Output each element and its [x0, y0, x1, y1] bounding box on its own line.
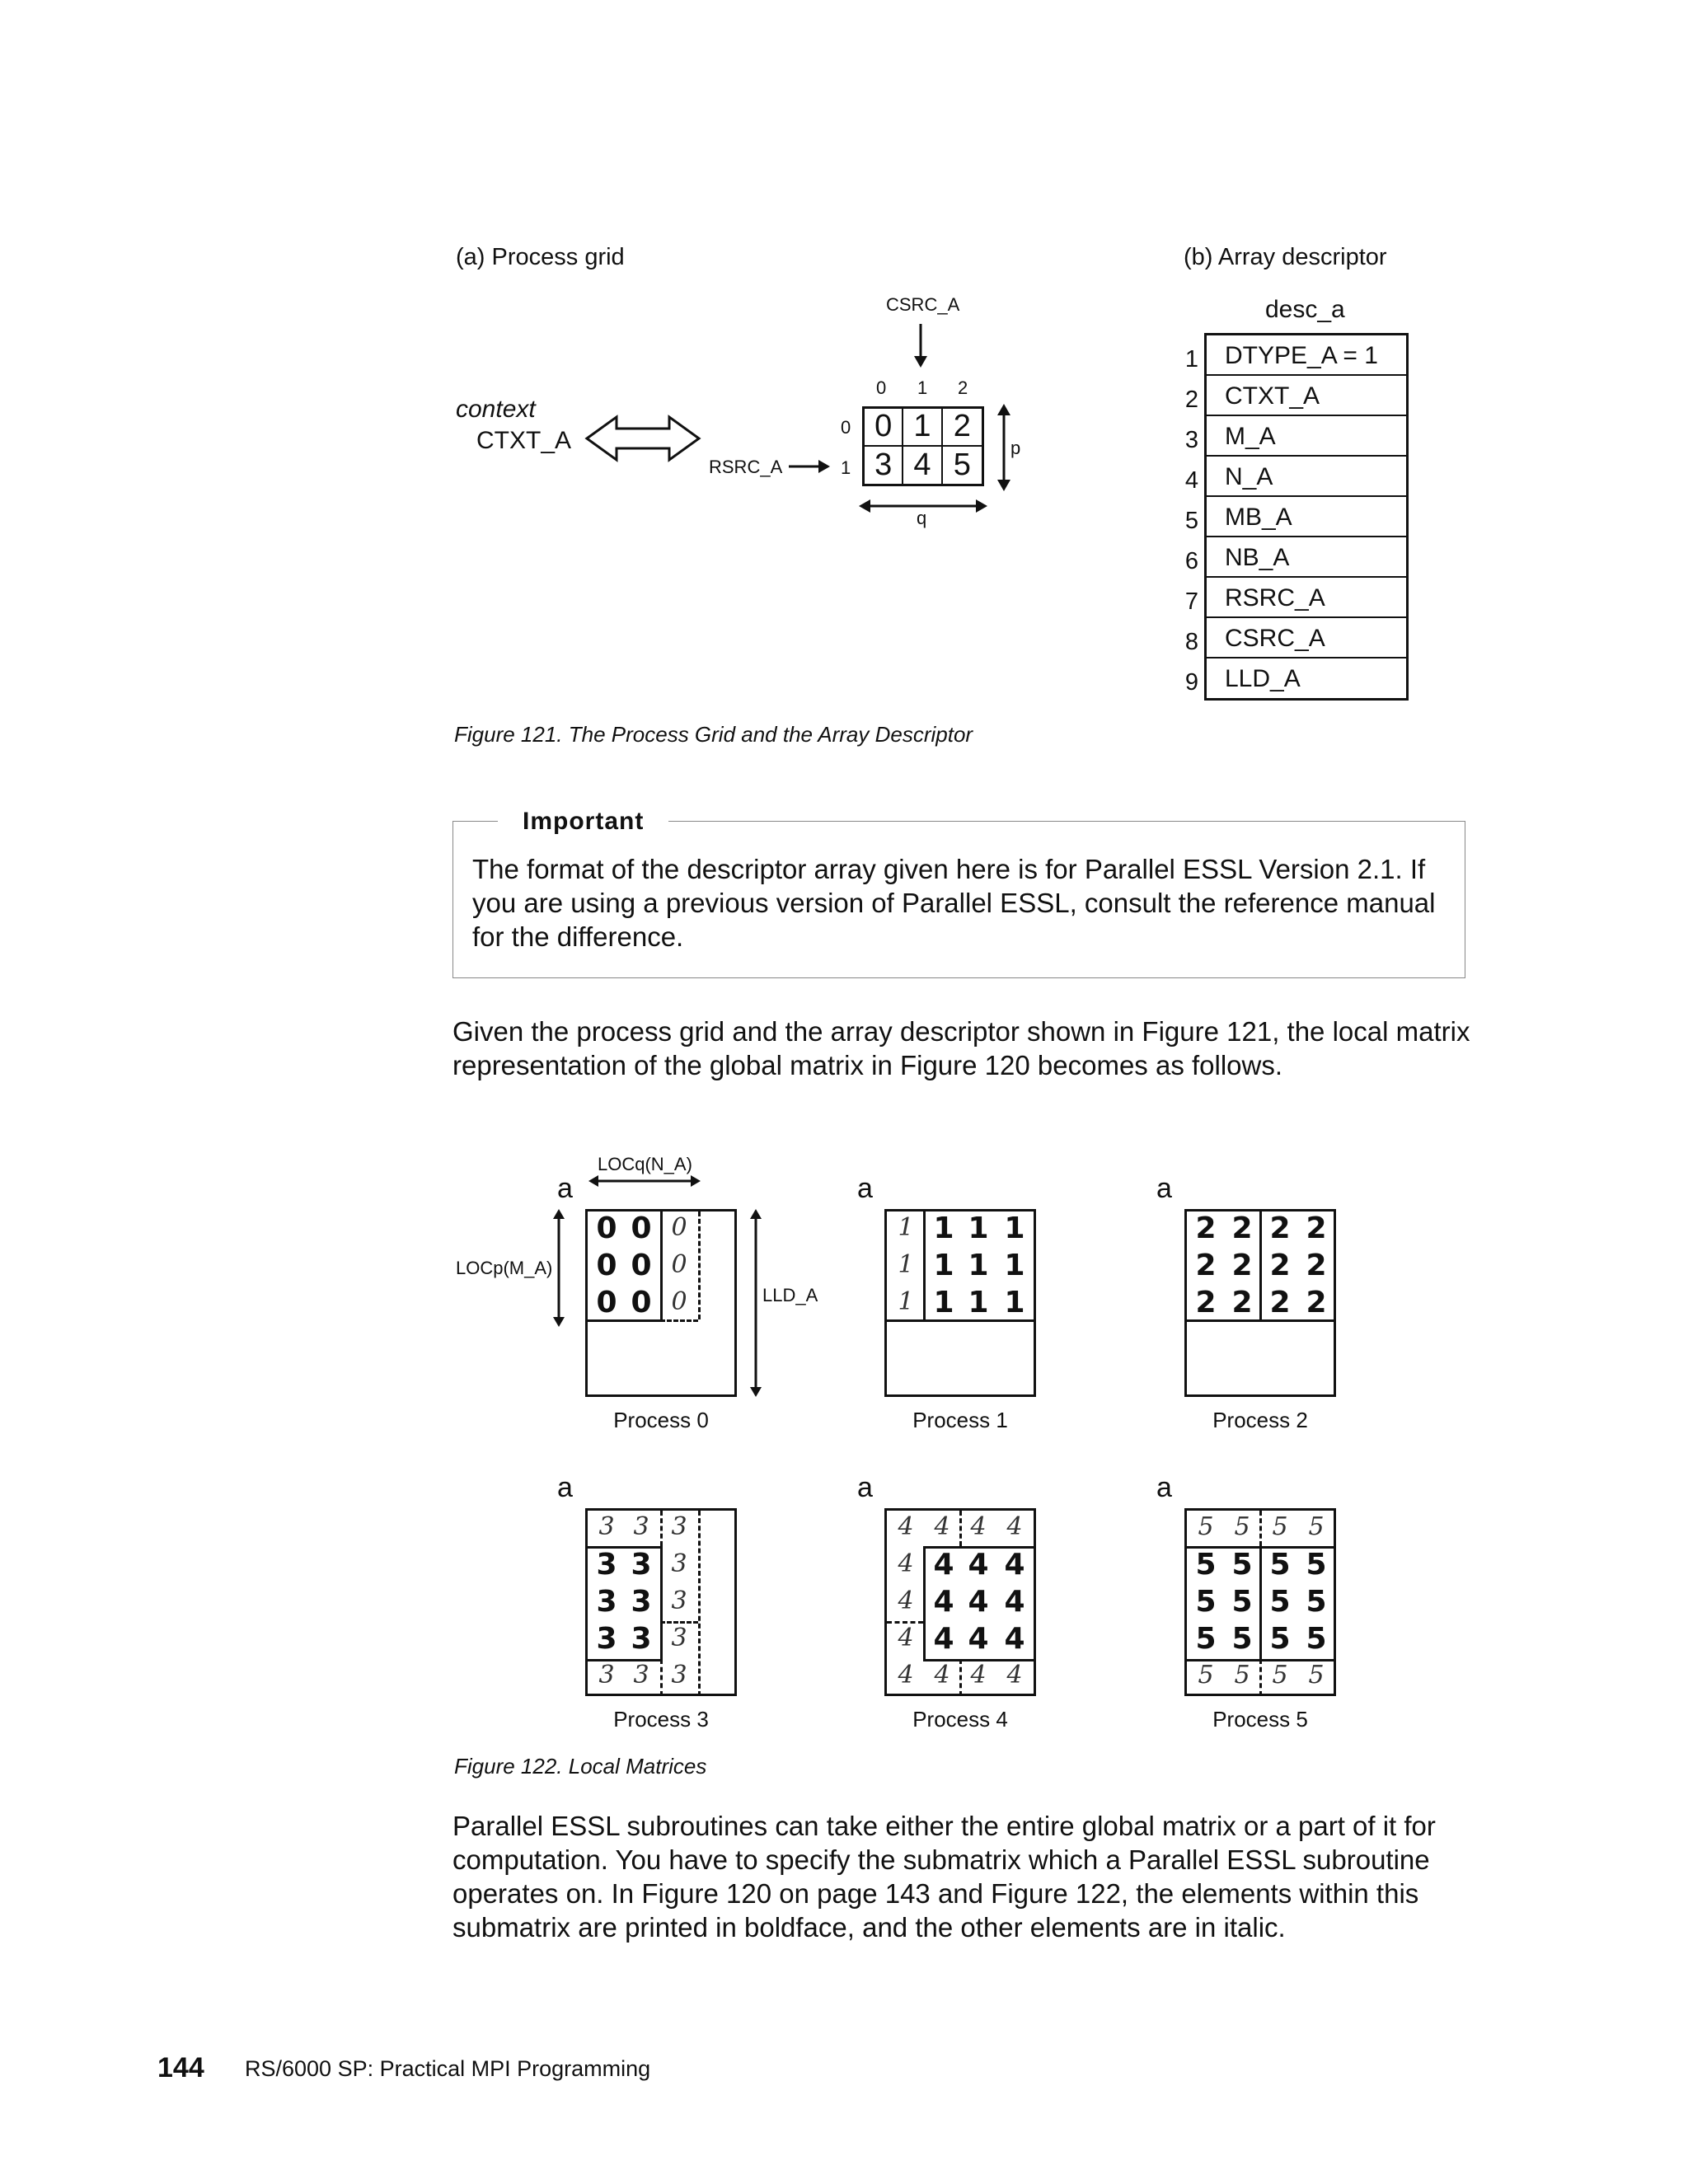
grid-cell: 3	[865, 447, 903, 485]
row-index-1: 1	[841, 457, 851, 478]
descriptor-table	[1204, 333, 1409, 701]
process-2-matrix: 2 2 2 2 2 2 2 2 2 2 2 2	[1184, 1209, 1336, 1397]
rsrc-label: RSRC_A	[709, 457, 783, 477]
grid-cell: 4	[903, 447, 942, 485]
grid-cell: 1	[903, 409, 942, 447]
matrix-a-label: a	[857, 1472, 873, 1503]
array-descriptor-title: (b) Array descriptor	[1184, 244, 1387, 270]
descriptor-row: MB_A	[1207, 497, 1406, 537]
grid-cell: 5	[953, 447, 971, 482]
locp-arrow-top-icon	[553, 1209, 565, 1219]
paragraph-1: Given the process grid and the array descriptor shown in Figure 121, the local matrix representation of the global matrix in Figure 120 becomes as follows.	[452, 1016, 1470, 1080]
grid-cell: 2	[943, 409, 982, 447]
process-0-label: Process 0	[613, 1408, 709, 1432]
figure122-caption: Figure 122. Local Matrices	[454, 1754, 707, 1779]
csrc-arrowhead-icon	[914, 356, 927, 368]
figure122-arrows	[0, 1154, 1688, 1418]
row-index-0: 0	[841, 417, 851, 438]
page-number: 144	[157, 2052, 204, 2083]
process-5-matrix: 5 5 5 5 5 5 5 5 5 5 5 5 5 5 5 5 5 5 5 5	[1184, 1508, 1336, 1696]
matrix-a-label: a	[557, 1472, 573, 1503]
context-label: context	[456, 396, 536, 423]
descriptor-index: 6	[1184, 548, 1199, 574]
important-title: Important	[498, 808, 668, 836]
process-0-matrix: 0 0 0 0 0 0 0 0 0	[585, 1209, 737, 1397]
matrix-a-label: a	[1156, 1173, 1172, 1204]
grid-cell: 0	[865, 409, 903, 447]
lld-arrow-bottom-icon	[750, 1387, 762, 1397]
descriptor-row: CSRC_A	[1207, 618, 1406, 658]
locq-label: LOCq(N_A)	[598, 1154, 692, 1174]
p-arrowhead-top-icon	[997, 404, 1010, 415]
locp-arrow-bottom-icon	[553, 1317, 565, 1327]
descriptor-row: N_A	[1207, 457, 1406, 497]
important-text: The format of the descriptor array given here is for Parallel ESSL Version 2.1. If you are using a previous version of Parallel ESSL, consult the reference manual for the difference.	[472, 854, 1436, 952]
csrc-label: CSRC_A	[886, 294, 960, 315]
double-arrow-icon	[587, 417, 699, 460]
locp-label: LOCp(M_A)	[456, 1258, 553, 1278]
col-index-1: 1	[917, 377, 928, 398]
descriptor-index: 4	[1184, 467, 1199, 494]
descriptor-row: CTXT_A	[1207, 376, 1406, 416]
q-arrowhead-left-icon	[859, 499, 870, 513]
descriptor-row: RSRC_A	[1207, 578, 1406, 618]
matrix-a-label: a	[857, 1173, 873, 1204]
process-4-label: Process 4	[912, 1707, 1008, 1732]
figure121-caption: Figure 121. The Process Grid and the Array Descriptor	[454, 722, 973, 747]
q-label: q	[917, 508, 927, 528]
q-arrowhead-right-icon	[976, 499, 987, 513]
p-label: p	[1010, 438, 1021, 458]
process-2-label: Process 2	[1212, 1408, 1308, 1432]
process-3-label: Process 3	[613, 1707, 709, 1732]
desc-title: desc_a	[1265, 296, 1345, 323]
descriptor-index: 8	[1184, 629, 1199, 655]
locq-arrow-left-icon	[588, 1175, 598, 1187]
descriptor-index: 3	[1184, 427, 1199, 453]
book-title: RS/6000 SP: Practical MPI Programming	[245, 2056, 651, 2081]
process-4-matrix: 4 4 4 4 4 4 4 4 4 4 4 4 4 4 4 4 4 4 4 4	[884, 1508, 1036, 1696]
descriptor-row: DTYPE_A = 1	[1207, 335, 1406, 376]
process-3-matrix: 3 3 3 3 3 3 3 3 3 3 3 3 3 3 3	[585, 1508, 737, 1696]
lld-arrow-top-icon	[750, 1209, 762, 1219]
descriptor-index: 1	[1184, 346, 1199, 373]
ctxt-label: CTXT_A	[476, 427, 572, 454]
matrix-a-label: a	[1156, 1472, 1172, 1503]
matrix-a-label: a	[557, 1173, 573, 1204]
lld-label: LLD_A	[762, 1285, 818, 1305]
descriptor-index: 5	[1184, 508, 1199, 534]
descriptor-index: 7	[1184, 588, 1199, 615]
process-grid	[862, 406, 984, 486]
col-index-2: 2	[958, 377, 968, 398]
process-5-label: Process 5	[1212, 1707, 1308, 1732]
descriptor-row: LLD_A	[1225, 665, 1301, 692]
descriptor-index: 9	[1184, 669, 1199, 696]
process-1-label: Process 1	[912, 1408, 1008, 1432]
paragraph-2: Parallel ESSL subroutines can take either the entire global matrix or a part of it for computation. You have to specify the submatrix which a Parallel ESSL subroutine operates on. In Figure 120 on page 143 and Figure 122, the elements within this submatrix are printed in boldface, and the other elements are in italic.	[452, 1811, 1436, 1943]
process-grid-title: (a) Process grid	[456, 244, 625, 270]
descriptor-row: M_A	[1207, 416, 1406, 457]
figure121-arrows	[0, 0, 1688, 742]
process-1-matrix: 1 1 1 1 1 1 1 1 1 1 1 1	[884, 1209, 1036, 1397]
locq-arrow-right-icon	[691, 1175, 701, 1187]
col-index-0: 0	[876, 377, 887, 398]
descriptor-row: NB_A	[1207, 537, 1406, 578]
p-arrowhead-bottom-icon	[997, 480, 1010, 491]
rsrc-arrowhead-icon	[818, 460, 830, 473]
descriptor-index: 2	[1184, 387, 1199, 413]
